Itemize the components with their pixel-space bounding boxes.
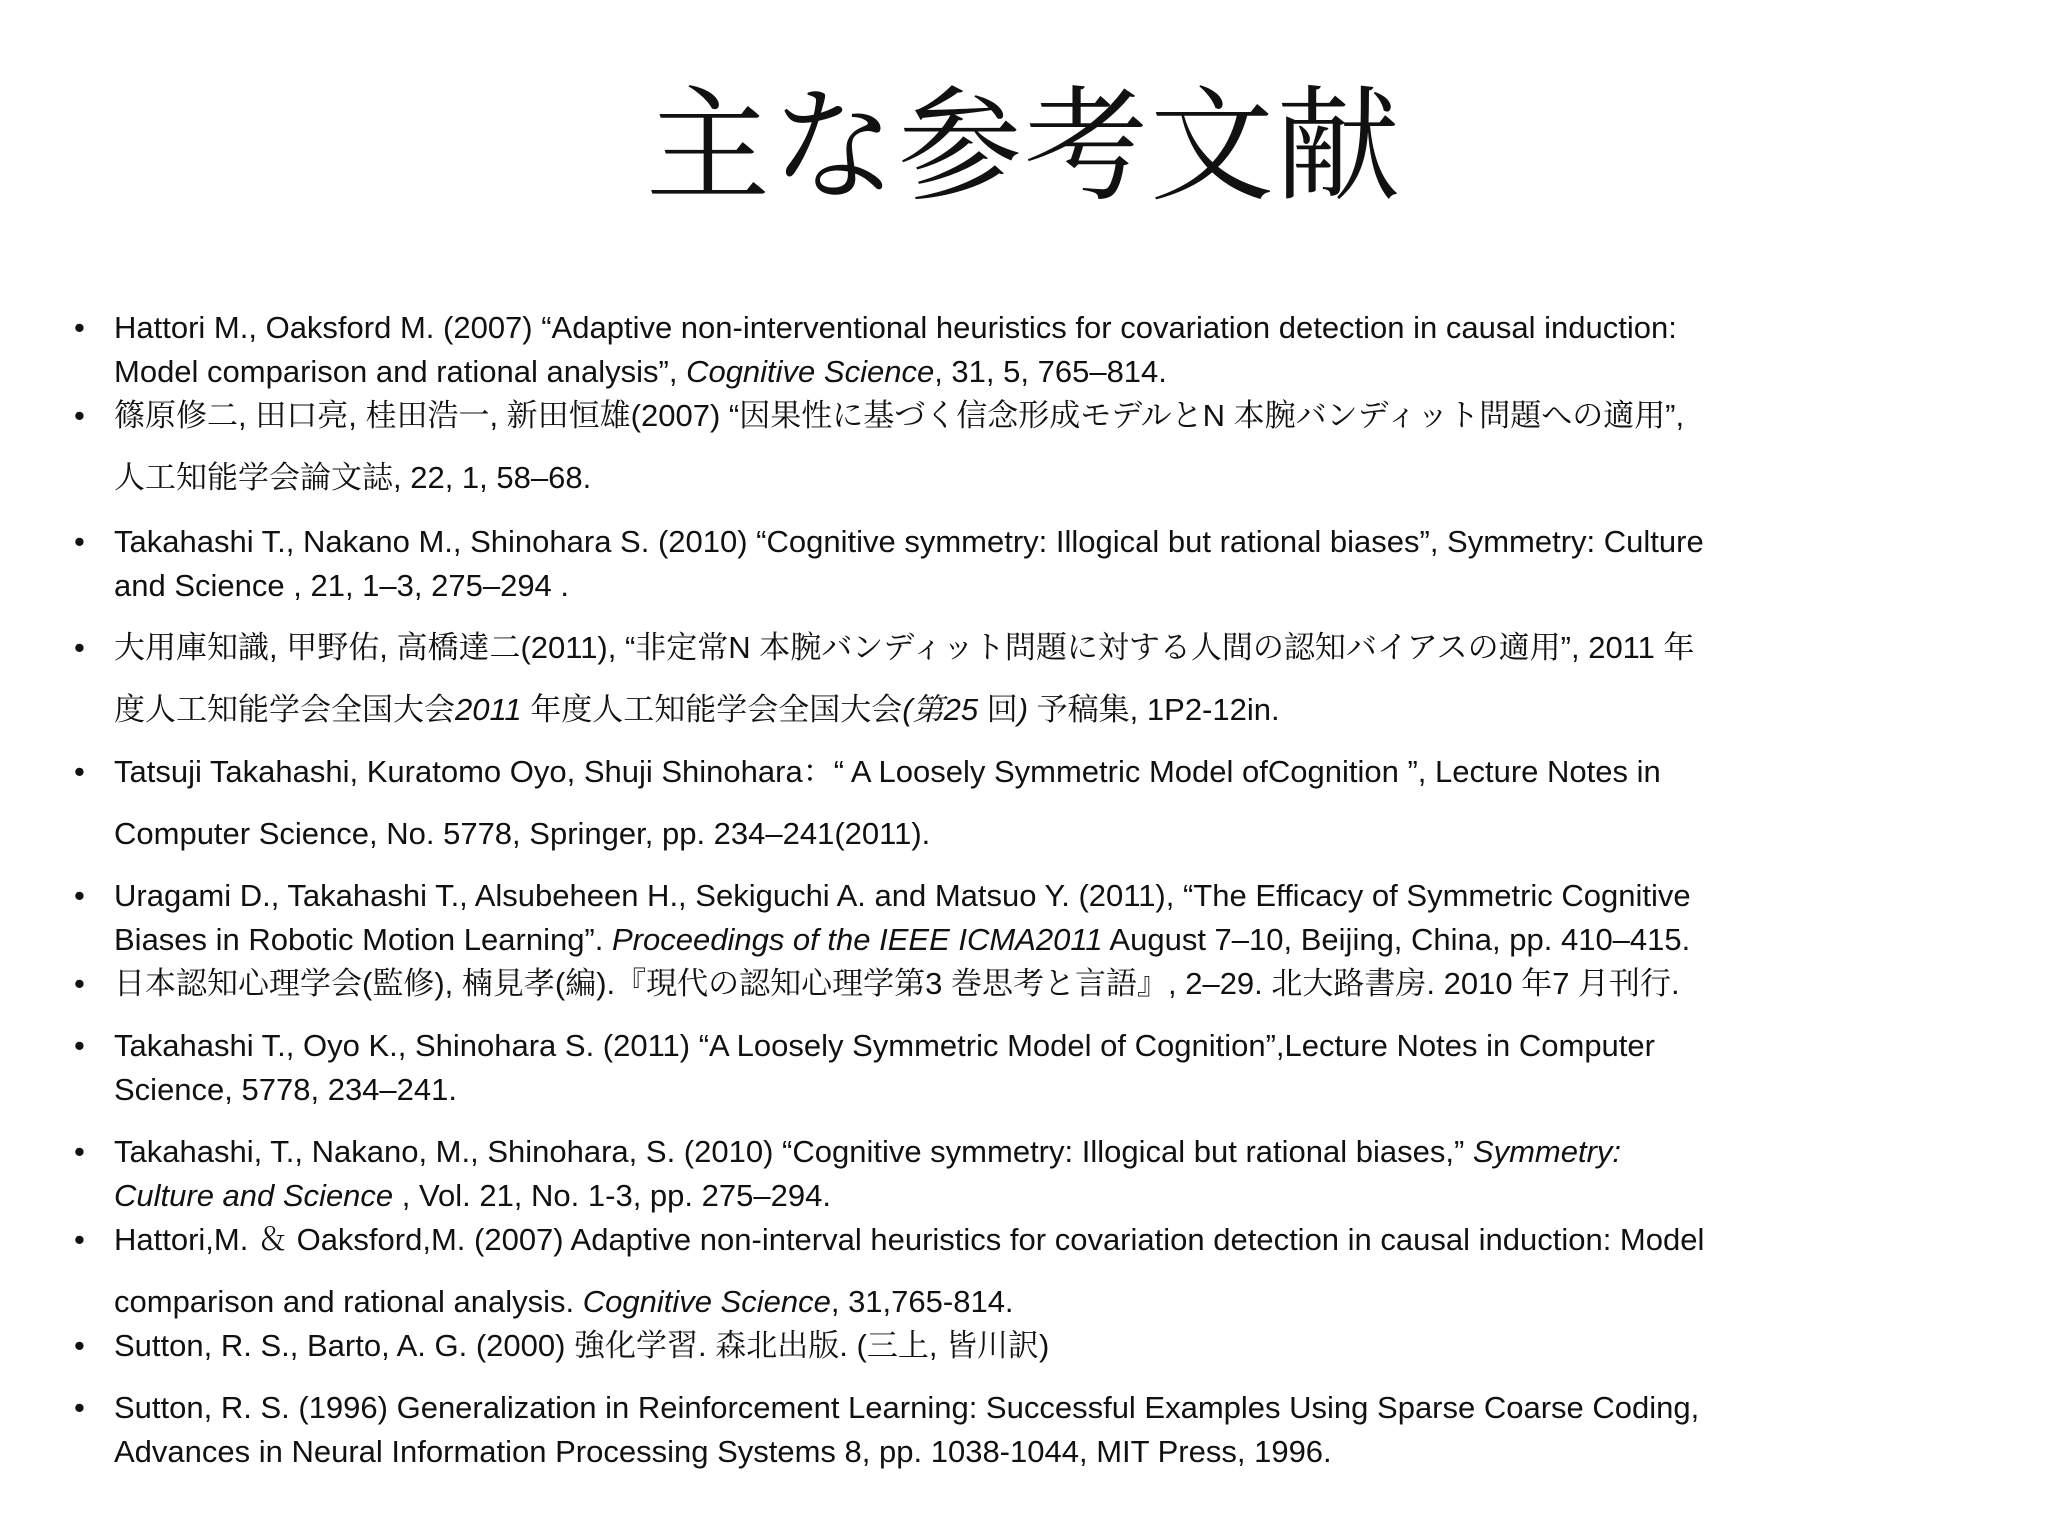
reference-item bbox=[74, 306, 1994, 394]
bullet-icon: • bbox=[74, 754, 85, 789]
reference-item bbox=[74, 626, 1994, 732]
reference-line: Culture and Science , Vol. 21, No. 1-3, pp. 275–294. bbox=[114, 1178, 831, 1213]
reference-line: Model comparison and rational analysis”, Cognitive Science, 31, 5, 765–814. bbox=[114, 354, 1167, 389]
reference-line: Science, 5778, 234–241. bbox=[114, 1072, 457, 1107]
bullet-icon: • bbox=[74, 1028, 85, 1063]
reference-line: 大用庫知識, 甲野佑, 高橋達二(2011), “非定常N 本腕バンディット問題に対する人間の認知バイアスの適用”, 2011 年 bbox=[114, 630, 1695, 665]
reference-line: 日本認知心理学会(監修), 楠見孝(編).『現代の認知心理学第3 巻思考と言語』, 2–29. 北大路書房. 2010 年7 月刊行. bbox=[114, 966, 1680, 1001]
reference-item bbox=[74, 1024, 1994, 1112]
bullet-icon: • bbox=[74, 1328, 85, 1363]
bullet-icon: • bbox=[74, 398, 85, 433]
italic-text: Symmetry: bbox=[1472, 1134, 1622, 1169]
bullet-icon: • bbox=[74, 310, 85, 345]
reference-line: 人工知能学会論文誌, 22, 1, 58–68. bbox=[114, 460, 592, 495]
reference-item bbox=[74, 394, 1994, 500]
reference-item bbox=[74, 1218, 1994, 1324]
reference-line: Uragami D., Takahashi T., Alsubeheen H., Sekiguchi A. and Matsuo Y. (2011), “The Efficacy of Symmetric Cognitive bbox=[114, 878, 1691, 913]
bullet-icon: • bbox=[74, 1390, 85, 1425]
reference-line: Computer Science, No. 5778, Springer, pp. 234–241(2011). bbox=[114, 816, 931, 851]
reference-item bbox=[74, 1324, 1994, 1368]
italic-text: ) bbox=[1017, 692, 1029, 727]
reference-line: Hattori M., Oaksford M. (2007) “Adaptive non-interventional heuristics for covariation detection in causal induction: bbox=[114, 310, 1677, 345]
reference-line: Advances in Neural Information Processing Systems 8, pp. 1038-1044, MIT Press, 1996. bbox=[114, 1434, 1332, 1469]
reference-line: Hattori,M. ＆ Oaksford,M. (2007) Adaptive non-interval heuristics for covariation detection in causal induction: Model bbox=[114, 1222, 1705, 1257]
reference-line: 度人工知能学会全国大会2011 年度人工知能学会全国大会(第25 回) 予稿集, 1P2-12in. bbox=[114, 692, 1280, 727]
italic-text: (第25 bbox=[902, 692, 979, 727]
italic-text: Cognitive Science bbox=[686, 354, 935, 389]
italic-text: 2011 bbox=[455, 692, 522, 727]
reference-item bbox=[74, 520, 1994, 608]
bullet-icon: • bbox=[74, 966, 85, 1001]
bullet-icon: • bbox=[74, 1134, 85, 1169]
italic-text: Cognitive Science bbox=[582, 1284, 831, 1319]
reference-line: Takahashi T., Oyo K., Shinohara S. (2011) “A Loosely Symmetric Model of Cognition”,Lecture Notes in Computer bbox=[114, 1028, 1655, 1063]
bullet-icon: • bbox=[74, 524, 85, 559]
reference-line: and Science , 21, 1–3, 275–294 . bbox=[114, 568, 570, 603]
reference-line: Sutton, R. S., Barto, A. G. (2000) 強化学習. 森北出版. (三上, 皆川訳) bbox=[114, 1328, 1050, 1363]
reference-item bbox=[74, 874, 1994, 962]
bullet-icon: • bbox=[74, 878, 85, 913]
slide-title: 主な参考文献 bbox=[645, 75, 1402, 219]
reference-line: 篠原修二, 田口亮, 桂田浩一, 新田恒雄(2007) “因果性に基づく信念形成モデルとN 本腕バンディット問題への適用”, bbox=[114, 398, 1685, 433]
italic-text: Culture and Science bbox=[114, 1178, 394, 1213]
reference-line: Biases in Robotic Motion Learning”. Proceedings of the IEEE ICMA2011 August 7–10, Beijing, China, pp. 410–415. bbox=[114, 922, 1691, 957]
reference-line: Tatsuji Takahashi, Kuratomo Oyo, Shuji Shinohara：“ A Loosely Symmetric Model ofCognition ”, Lecture Notes in bbox=[114, 754, 1661, 789]
reference-line: comparison and rational analysis. Cognitive Science, 31,765-814. bbox=[114, 1284, 1014, 1319]
reference-line: Takahashi, T., Nakano, M., Shinohara, S. (2010) “Cognitive symmetry: Illogical but rational biases,” Symmetry: bbox=[114, 1134, 1622, 1169]
reference-item bbox=[74, 962, 1994, 1006]
reference-item bbox=[74, 1130, 1994, 1218]
italic-text: Proceedings of the IEEE ICMA2011 bbox=[611, 922, 1103, 957]
bullet-icon: • bbox=[74, 630, 85, 665]
reference-item bbox=[74, 750, 1994, 856]
bullet-icon: • bbox=[74, 1222, 85, 1257]
reference-list bbox=[74, 306, 1994, 1474]
reference-line: Takahashi T., Nakano M., Shinohara S. (2010) “Cognitive symmetry: Illogical but rational biases”, Symmetry: Culture bbox=[114, 524, 1704, 559]
reference-item bbox=[74, 1386, 1994, 1474]
reference-line: Sutton, R. S. (1996) Generalization in Reinforcement Learning: Successful Examples Using Sparse Coarse Coding, bbox=[114, 1390, 1700, 1425]
